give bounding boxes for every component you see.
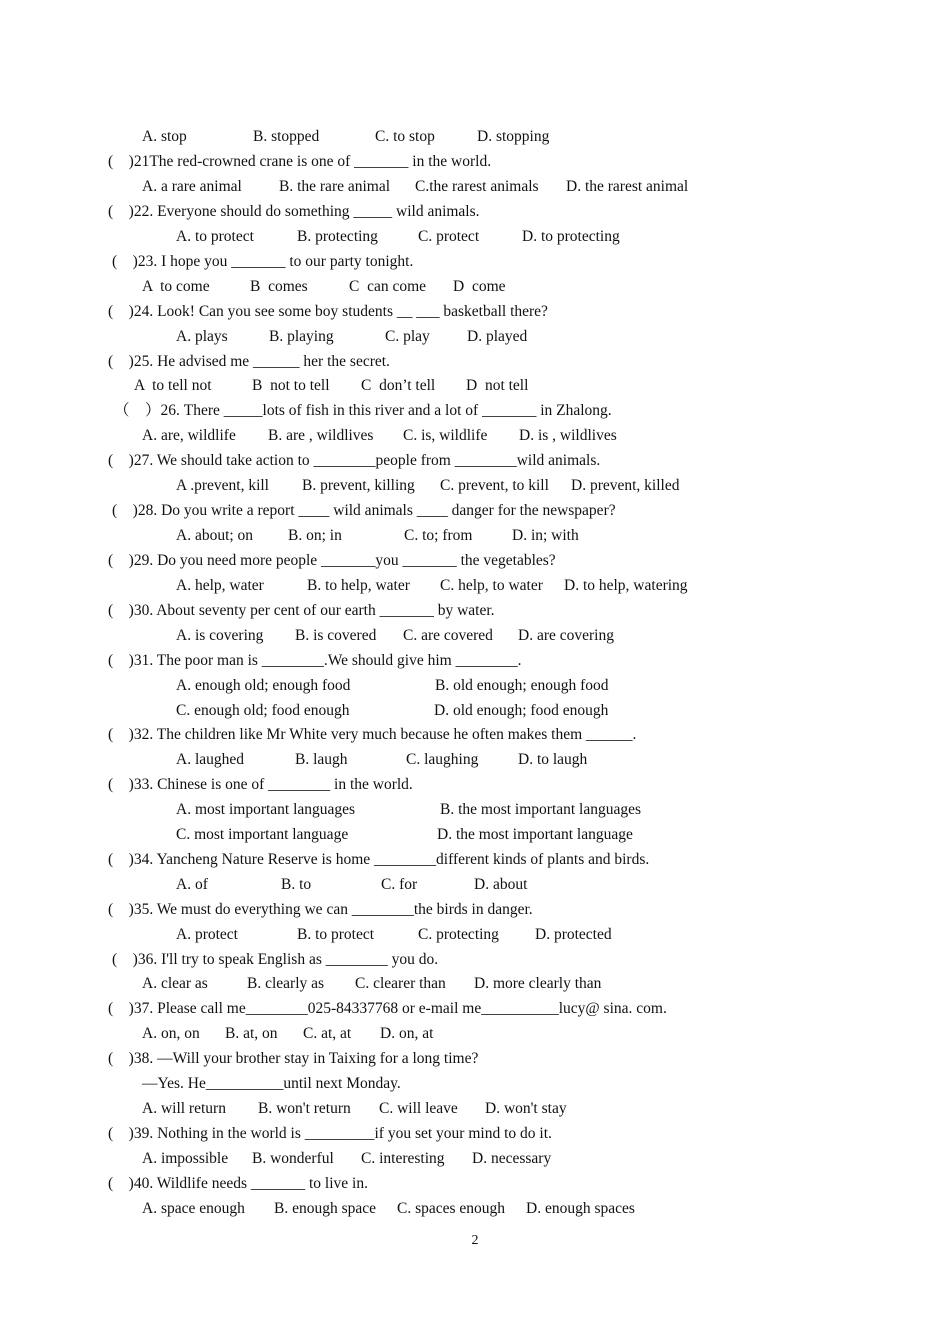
question-line: ( )30. About seventy per cent of our earth _______ by water. (108, 602, 495, 619)
question-line: ( )33. Chinese is one of ________ in the world. (108, 776, 413, 793)
question-line: ( )25. He advised me ______ her the secret. (108, 353, 390, 370)
question-line: ( )21The red-crowned crane is one of _______ in the world. (108, 153, 492, 170)
option-text: C. enough old; food enough (176, 702, 350, 719)
option-text: C don’t tell (361, 377, 436, 394)
question-line: （ ）26. There _____lots of fish in this river and a lot of _______ in Zhalong. (114, 402, 612, 419)
question-line: ( )38. —Will your brother stay in Taixing for a long time? (108, 1050, 479, 1067)
option-text: C. help, to water (440, 577, 543, 594)
question-line: ( )39. Nothing in the world is _________if you set your mind to do it. (108, 1125, 552, 1142)
page-number: 2 (471, 1233, 479, 1248)
option-text: B. to protect (297, 926, 375, 943)
option-text: D. about (474, 876, 528, 893)
option-text: A. a rare animal (142, 178, 242, 195)
option-text: A. most important languages (176, 801, 356, 818)
option-text: D. old enough; food enough (434, 702, 609, 719)
question-line: ( )36. I'll try to speak English as ________ you do. (112, 951, 439, 968)
option-text: D. more clearly than (474, 975, 602, 992)
question-line: ( )22. Everyone should do something _____ wild animals. (108, 203, 480, 220)
option-text: B. to help, water (307, 577, 410, 594)
question-line: ( )40. Wildlife needs _______ to live in. (108, 1175, 368, 1192)
question-line: ( )24. Look! Can you see some boy students __ ___ basketball there? (108, 303, 548, 320)
option-text: A. clear as (142, 975, 208, 992)
option-text: D. to help, watering (564, 577, 688, 594)
question-line: ( )34. Yancheng Nature Reserve is home ________different kinds of plants and birds. (108, 851, 650, 868)
option-text: C. clearer than (355, 975, 446, 992)
option-text: D. to laugh (518, 751, 588, 768)
option-text: D. enough spaces (526, 1200, 635, 1217)
option-text: C. protect (418, 228, 480, 245)
option-text: A. plays (176, 328, 228, 345)
option-text: B. prevent, killing (302, 477, 415, 494)
option-text: A. help, water (176, 577, 264, 594)
option-text: D. on, at (380, 1025, 434, 1042)
option-text: C. most important language (176, 826, 349, 843)
option-text: D. the rarest animal (566, 178, 689, 195)
option-text: A to tell not (134, 377, 212, 394)
option-text: D. stopping (477, 128, 550, 145)
option-text: A. will return (142, 1100, 226, 1117)
option-text: A. enough old; enough food (176, 677, 351, 694)
option-text: C. laughing (406, 751, 479, 768)
option-text: C. protecting (418, 926, 499, 943)
option-text: C. for (381, 876, 418, 893)
option-text: D. the most important language (437, 826, 633, 843)
option-text: B. old enough; enough food (435, 677, 609, 694)
option-text: C can come (349, 278, 427, 295)
question-line: ( )37. Please call me________025-84337768 or e-mail me__________lucy@ sina. com. (108, 1000, 667, 1017)
option-text: B. laugh (295, 751, 348, 768)
option-text: A. stop (142, 128, 187, 145)
option-text: B. protecting (297, 228, 378, 245)
option-text: D. prevent, killed (571, 477, 680, 494)
option-text: A. space enough (142, 1200, 245, 1217)
question-line: ( )35. We must do everything we can ________the birds in danger. (108, 901, 533, 918)
option-text: D. played (467, 328, 528, 345)
option-text: —Yes. He__________until next Monday. (142, 1075, 401, 1092)
option-text: C. are covered (403, 627, 493, 644)
option-text: B comes (250, 278, 308, 295)
option-text: B. wonderful (252, 1150, 334, 1167)
option-text: B not to tell (252, 377, 330, 394)
option-text: D. in; with (512, 527, 579, 544)
question-line: ( )28. Do you write a report ____ wild animals ____ danger for the newspaper? (112, 502, 616, 519)
question-line: ( )27. We should take action to ________people from ________wild animals. (108, 452, 601, 469)
option-text: C. at, at (303, 1025, 352, 1042)
option-text: C. spaces enough (397, 1200, 506, 1217)
option-text: D come (453, 278, 506, 295)
option-text: A. protect (176, 926, 238, 943)
option-text: D not tell (466, 377, 529, 394)
option-text: B. on; in (288, 527, 342, 544)
option-text: B. to (281, 876, 312, 893)
option-text: C. is, wildlife (403, 427, 488, 444)
question-line: ( )32. The children like Mr White very much because he often makes them ______. (108, 726, 637, 743)
option-text: B. the most important languages (440, 801, 642, 818)
question-line: ( )31. The poor man is ________.We should give him ________. (108, 652, 522, 669)
option-text: C. to; from (404, 527, 473, 544)
option-text: C. prevent, to kill (440, 477, 549, 494)
option-text: C. play (385, 328, 430, 345)
option-text: D. are covering (518, 627, 614, 644)
option-text: B. playing (269, 328, 334, 345)
option-text: D. won't stay (485, 1100, 567, 1117)
option-text: B. is covered (295, 627, 377, 644)
option-text: A to come (142, 278, 210, 295)
option-text: C.the rarest animals (415, 178, 539, 195)
option-text: A. on, on (142, 1025, 200, 1042)
option-text: C. interesting (361, 1150, 445, 1167)
option-text: C. will leave (379, 1100, 458, 1117)
option-text: D. necessary (472, 1150, 552, 1167)
option-text: A. impossible (142, 1150, 229, 1167)
question-line: ( )23. I hope you _______ to our party tonight. (112, 253, 414, 270)
option-text: A. to protect (176, 228, 254, 245)
option-text: A. laughed (176, 751, 245, 768)
option-text: A. is covering (176, 627, 264, 644)
option-text: D. protected (535, 926, 612, 943)
option-text: D. to protecting (522, 228, 620, 245)
option-text: B. won't return (258, 1100, 351, 1117)
option-text: A. about; on (176, 527, 254, 544)
question-line: ( )29. Do you need more people _______you _______ the vegetables? (108, 552, 556, 569)
option-text: B. stopped (253, 128, 320, 145)
option-text: D. is , wildlives (519, 427, 617, 444)
option-text: A .prevent, kill (176, 477, 269, 494)
option-text: B. clearly as (247, 975, 325, 992)
option-text: C. to stop (375, 128, 435, 145)
option-text: B. enough space (274, 1200, 377, 1217)
option-text: A. are, wildlife (142, 427, 236, 444)
option-text: B. at, on (225, 1025, 278, 1042)
option-text: B. are , wildlives (268, 427, 374, 444)
option-text: A. of (176, 876, 208, 893)
option-text: B. the rare animal (279, 178, 391, 195)
